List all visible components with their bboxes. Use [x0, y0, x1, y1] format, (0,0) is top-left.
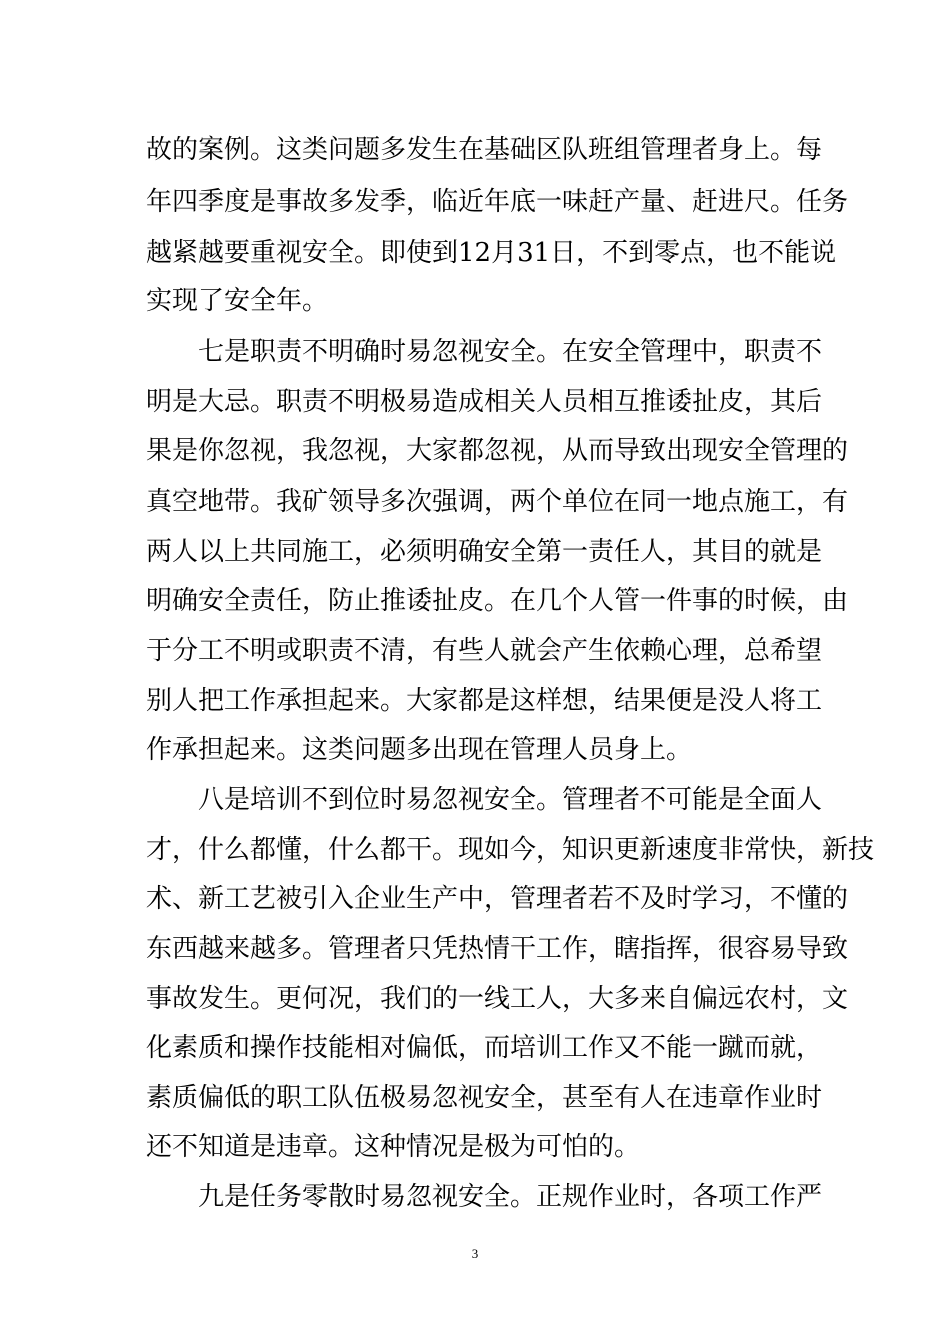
text-line: 年四季度是事故多发季，临近年底一味赶产量、赶进尺。任务	[146, 187, 849, 217]
text-line: 于分工不明或职责不清，有些人就会产生依赖心理，总希望	[146, 636, 823, 666]
text-line: 才，什么都懂，什么都干。现如今，知识更新速度非常快，新技	[146, 835, 875, 865]
text-line: 还不知道是违章。这种情况是极为可怕的。	[146, 1132, 641, 1162]
paragraph-first-line: 八是培训不到位时易忽视安全。管理者不可能是全面人	[198, 785, 823, 815]
paragraph-first-line: 九是任务零散时易忽视安全。正规作业时，各项工作严	[198, 1182, 823, 1212]
text-line: 素质偏低的职工队伍极易忽视安全，甚至有人在违章作业时	[146, 1083, 823, 1113]
text-line: 两人以上共同施工，必须明确安全第一责任人，其目的就是	[146, 537, 823, 567]
text-line: 东西越来越多。管理者只凭热情干工作，瞎指挥，很容易导致	[146, 934, 849, 964]
page-number: 3	[471, 1246, 479, 1261]
text-line: 实现了安全年。	[146, 286, 329, 316]
text-line: 事故发生。更何况，我们的一线工人，大多来自偏远农村，文	[146, 984, 849, 1014]
text-line: 故的案例。这类问题多发生在基础区队班组管理者身上。每	[146, 135, 823, 165]
text-line: 化素质和操作技能相对偏低，而培训工作又不能一蹴而就，	[146, 1033, 823, 1063]
text-line: 果是你忽视，我忽视，大家都忽视，从而导致出现安全管理的	[146, 436, 849, 466]
text-line: 真空地带。我矿领导多次强调，两个单位在同一地点施工，有	[146, 487, 849, 517]
text-line: 别人把工作承担起来。大家都是这样想，结果便是没人将工	[146, 686, 823, 716]
text-line: 明是大忌。职责不明极易造成相关人员相互推诿扯皮，其后	[146, 387, 823, 417]
text-line: 越紧越要重视安全。即使到12月31日，不到零点，也不能说	[146, 238, 837, 268]
text-line: 明确安全责任，防止推诿扯皮。在几个人管一件事的时候，由	[146, 586, 849, 616]
text-line: 术、新工艺被引入企业生产中，管理者若不及时学习，不懂的	[146, 884, 849, 914]
text-line: 作承担起来。这类问题多出现在管理人员身上。	[146, 735, 693, 765]
paragraph-first-line: 七是职责不明确时易忽视安全。在安全管理中，职责不	[198, 337, 823, 367]
